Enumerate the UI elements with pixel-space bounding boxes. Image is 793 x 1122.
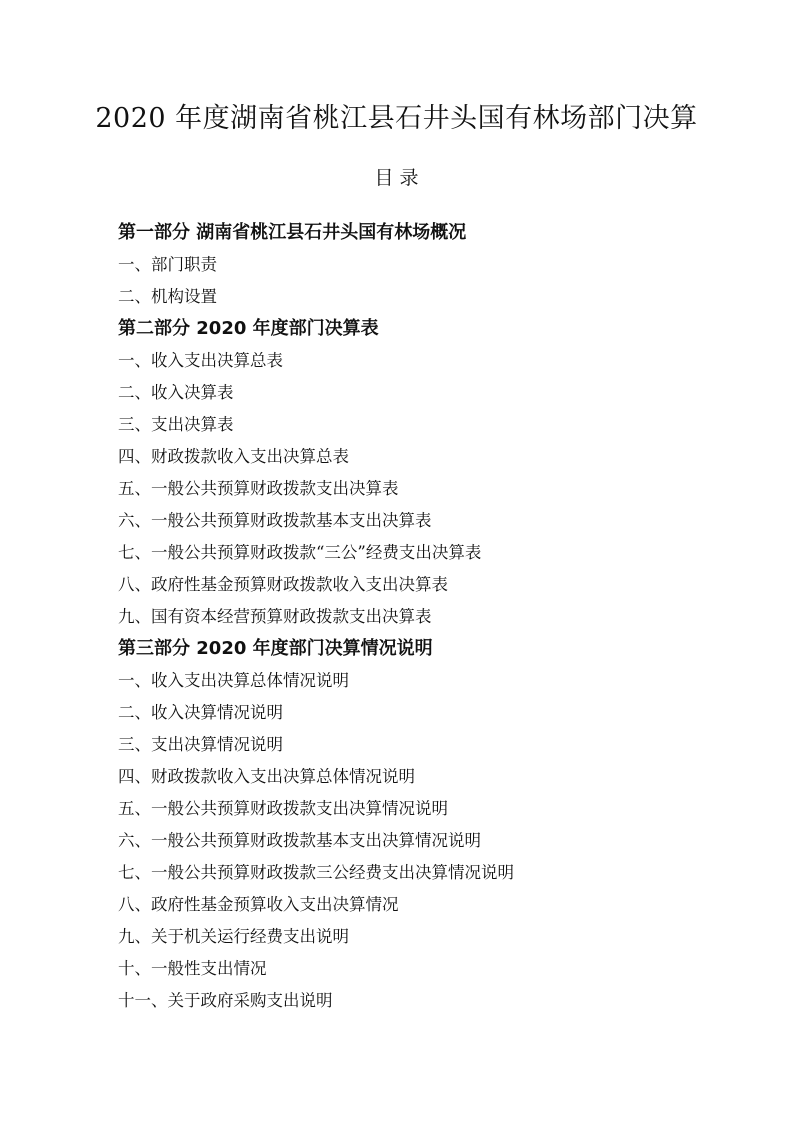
toc-item: 二、收入决算情况说明	[118, 703, 283, 722]
toc-item: 七、一般公共预算财政拨款“三公”经费支出决算表	[118, 543, 482, 562]
toc-item: 四、财政拨款收入支出决算总体情况说明	[118, 767, 415, 786]
toc-item: 七、一般公共预算财政拨款三公经费支出决算情况说明	[118, 863, 514, 882]
toc-item: 三、支出决算表	[118, 415, 234, 434]
toc-item: 九、国有资本经营预算财政拨款支出决算表	[118, 607, 432, 626]
toc-item: 一、部门职责	[118, 255, 217, 274]
toc-item: 八、政府性基金预算收入支出决算情况	[118, 895, 399, 914]
toc-item: 二、收入决算表	[118, 383, 234, 402]
toc-item: 九、关于机关运行经费支出说明	[118, 927, 349, 946]
toc-part-2: 第二部分 2020 年度部门决算表	[118, 318, 379, 339]
toc-item: 十、一般性支出情况	[118, 959, 267, 978]
toc-item: 十一、关于政府采购支出说明	[118, 991, 333, 1010]
toc-part-1: 第一部分 湖南省桃江县石井头国有林场概况	[118, 222, 467, 243]
toc-item: 五、一般公共预算财政拨款支出决算表	[118, 479, 399, 498]
toc-item: 一、收入支出决算总表	[118, 351, 283, 370]
toc-item: 六、一般公共预算财政拨款基本支出决算情况说明	[118, 831, 481, 850]
toc-item: 四、财政拨款收入支出决算总表	[118, 447, 349, 466]
toc-item: 八、政府性基金预算财政拨款收入支出决算表	[118, 575, 448, 594]
document-title: 2020 年度湖南省桃江县石井头国有林场部门决算	[95, 103, 698, 134]
toc-item: 六、一般公共预算财政拨款基本支出决算表	[118, 511, 432, 530]
toc-heading: 目 录	[374, 167, 419, 189]
table-of-contents	[118, 217, 738, 1017]
toc-item: 三、支出决算情况说明	[118, 735, 283, 754]
toc-item: 一、收入支出决算总体情况说明	[118, 671, 349, 690]
toc-item: 二、机构设置	[118, 287, 217, 306]
toc-part-3: 第三部分 2020 年度部门决算情况说明	[118, 638, 433, 659]
toc-item: 五、一般公共预算财政拨款支出决算情况说明	[118, 799, 448, 818]
